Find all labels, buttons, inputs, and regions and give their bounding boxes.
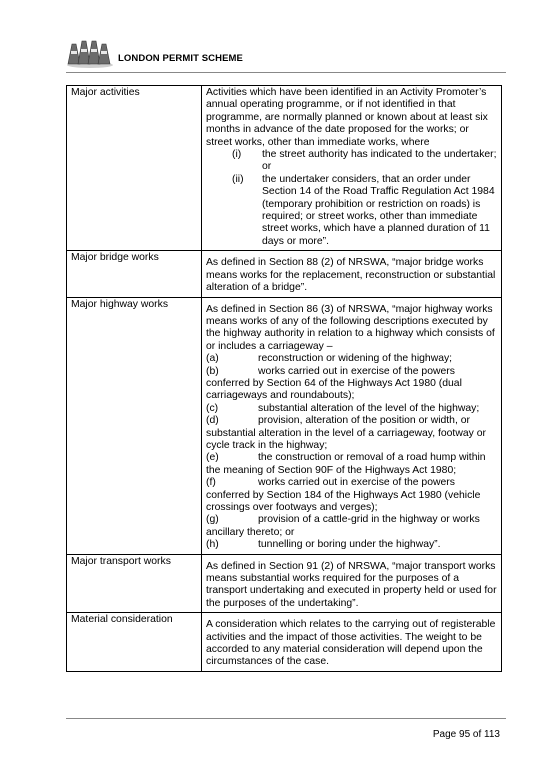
table-row: [67, 554, 502, 613]
definition-cell: [202, 86, 502, 251]
list-text: works carried out in exercise of the powers conferred by Section 184 of the Highways Act 1980 (vehicle crossings over footways and verges);: [206, 477, 481, 513]
list-item: [206, 149, 497, 174]
definition-cell: [202, 251, 502, 297]
definition-cell: [202, 613, 502, 672]
traffic-cones-logo-icon: [66, 36, 114, 68]
list-label: (a): [206, 353, 219, 365]
term-cell: Major bridge works: [67, 251, 202, 297]
list-text: works carried out in exercise of the powers conferred by Section 64 of the Highways Act 1980 (dual carriageways and roundabouts);: [206, 365, 462, 402]
list-number: (i): [232, 149, 242, 161]
definition-cell: [202, 297, 502, 554]
table-row: [67, 251, 502, 297]
term-cell: Major transport works: [67, 554, 202, 613]
list-text: tunnelling or boring under the highway”.: [258, 539, 441, 551]
list-item: [206, 353, 497, 365]
list-text: the construction or removal of a road hump within the meaning of Section 90F of the Highways Act 1980;: [206, 452, 486, 476]
page-header: [66, 36, 506, 70]
term-cell: Material consideration: [67, 613, 202, 672]
list-text: the street authority has indicated to the undertaker; or: [262, 149, 497, 173]
term-cell: Major activities: [67, 86, 202, 251]
table-row: [67, 297, 502, 554]
scheme-title: LONDON PERMIT SCHEME: [118, 53, 243, 64]
list-item: [206, 514, 497, 539]
page-number: Page 95 of 113: [432, 729, 500, 740]
term-cell: Major highway works: [67, 297, 202, 554]
list-text: substantial alteration of the level of the highway;: [258, 402, 480, 414]
list-item: [206, 403, 497, 415]
list-label: (b): [206, 365, 219, 377]
table-row: [67, 613, 502, 672]
footer-divider: [66, 718, 506, 719]
list-label: (h): [206, 539, 219, 551]
condition-list: [206, 149, 497, 248]
list-label: (g): [206, 514, 219, 526]
glossary-table: [66, 85, 502, 672]
list-label: (f): [206, 477, 216, 489]
list-item: [206, 452, 497, 477]
list-item: [206, 366, 497, 403]
list-text: the undertaker considers, that an order under Section 14 of the Road Traffic Regulation Act 1984 (temporary prohibition or restriction on roads) is required; or street works, other than immediate street works, which have a planned duration of 11 days or more”.: [262, 173, 495, 247]
definition-text: As defined in Section 88 (2) of NRSWA, “major bridge works means works for the replacement, reconstruction or substantial alteration of a bridge”.: [206, 257, 496, 294]
definition-text: As defined in Section 91 (2) of NRSWA, “major transport works means substantial works required for the purposes of a transport undertaking and executed in property held or used for the purposes of the undertaking”.: [206, 560, 497, 609]
header-divider: [66, 72, 506, 73]
table-row: [67, 86, 502, 251]
list-item: [206, 415, 497, 452]
list-item: [206, 539, 497, 551]
definition-text: A consideration which relates to the carrying out of registerable activities and the impact of those activities. The weight to be accorded to any material consideration will depend upon the circumstances of the case.: [206, 619, 496, 668]
list-label: (e): [206, 452, 219, 464]
list-number: (ii): [232, 173, 244, 185]
list-label: (d): [206, 415, 219, 427]
list-text: provision of a cattle-grid in the highway or works ancillary thereto; or: [206, 514, 480, 538]
list-text: provision, alteration of the position or width, or substantial alteration in the level of a carriageway, footway or cycle track in the highway;: [206, 415, 486, 451]
definition-text: Activities which have been identified in an Activity Promoter’s annual operating programme, or if not identified in that programme, are normally planned or known about at least six months in advance of the date proposed for the works; or street works, other than immediate works, where: [206, 87, 488, 148]
list-text: reconstruction or widening of the highway;: [258, 353, 453, 365]
list-item: [206, 477, 497, 514]
list-label: (c): [206, 402, 219, 414]
definition-text: As defined in Section 86 (3) of NRSWA, “major highway works means works of any of the following descriptions executed by the highway authority in relation to a highway which consists of or includes a carriageway –: [206, 303, 495, 352]
definition-cell: [202, 554, 502, 613]
list-item: [206, 174, 497, 248]
